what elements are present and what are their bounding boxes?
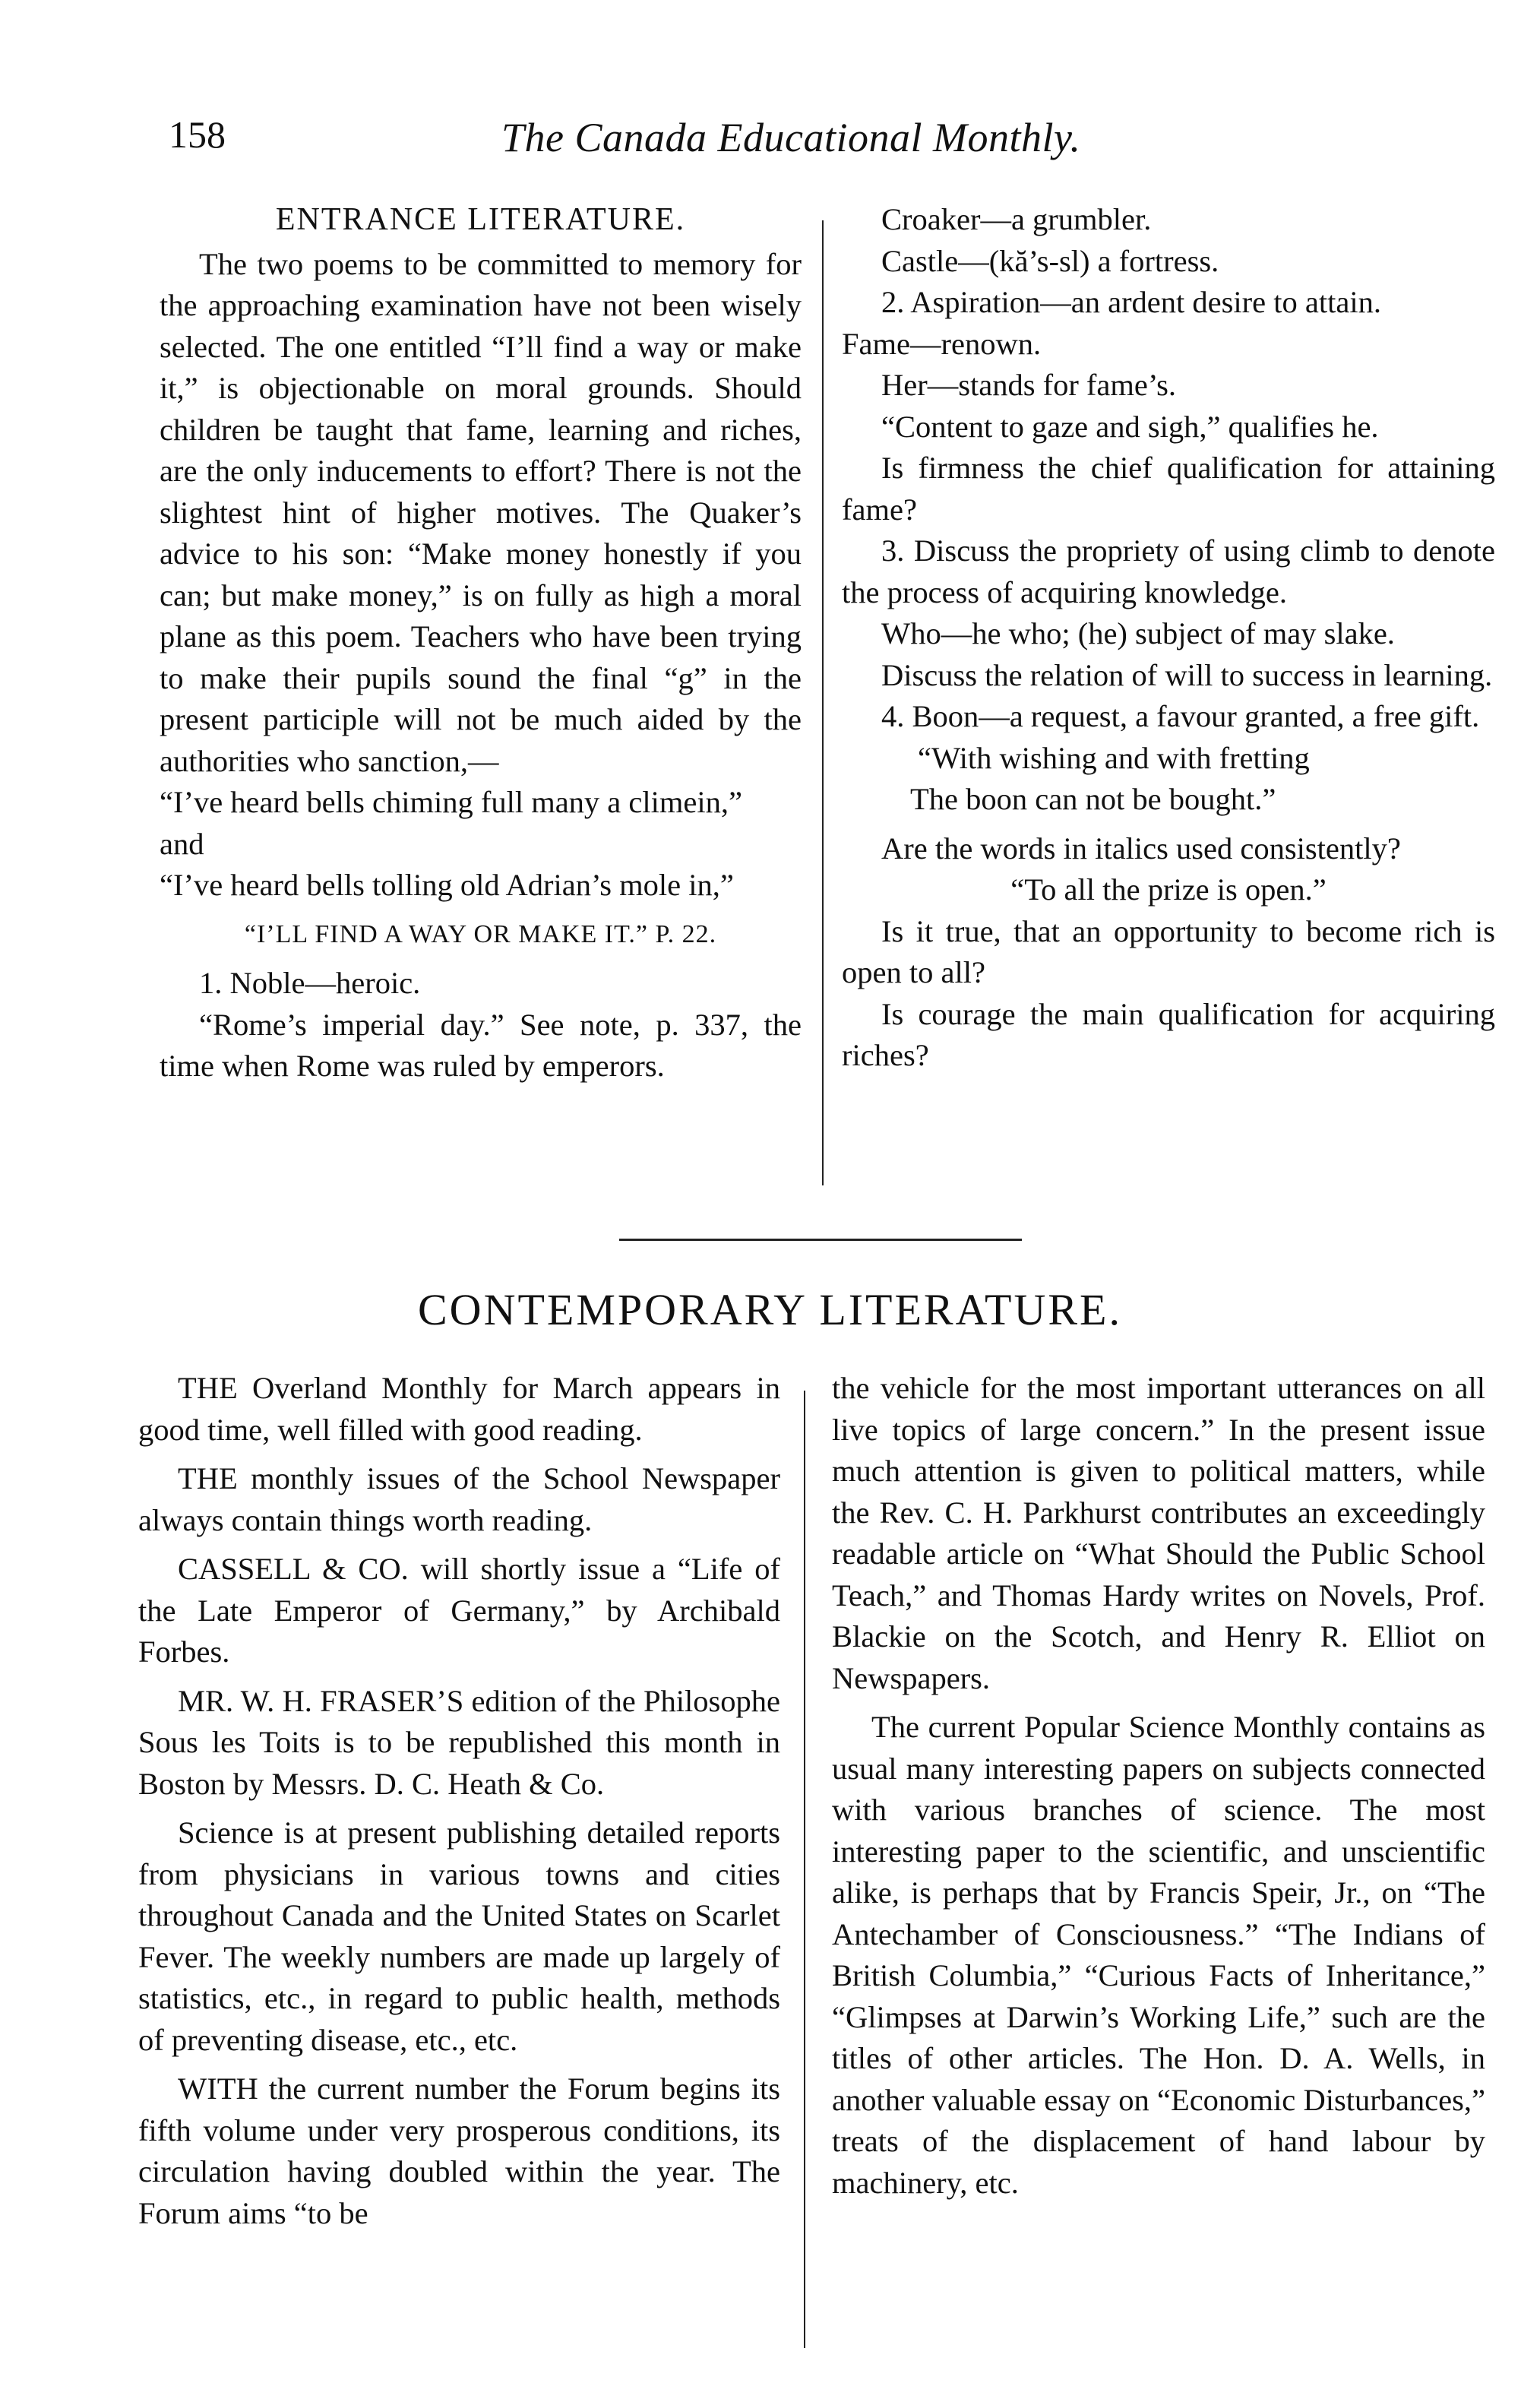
page-number: 158 bbox=[169, 113, 226, 156]
paragraph: THE monthly issues of the School Newspaper always contain things worth reading. bbox=[138, 1461, 780, 1537]
poem-line: “With wishing and with fretting bbox=[918, 740, 1310, 775]
paragraph: THE Overland Monthly for March appears in good time, well filled with good reading. bbox=[138, 1371, 780, 1447]
poem-line: The boon can not be bought.” bbox=[910, 782, 1276, 816]
note-line: Discuss the relation of will to success in learning. bbox=[881, 657, 1493, 692]
note-line: Is firmness the chief qualification for attaining fame? bbox=[842, 451, 1495, 527]
note-line: Who—he who; (he) subject of may slake. bbox=[881, 616, 1395, 650]
paragraph: CASSELL & CO. will shortly issue a “Life of the Late Emperor of Germany,” by Archibald Forbes. bbox=[138, 1552, 780, 1669]
entrance-literature-column bbox=[160, 199, 802, 1087]
poem-heading: “I’LL FIND A WAY OR MAKE IT.” P. 22. bbox=[244, 919, 717, 948]
entrance-heading: ENTRANCE LITERATURE. bbox=[275, 202, 686, 237]
quote-tolling: “I’ve heard bells tolling old Adrian’s mole in,” bbox=[160, 868, 734, 902]
note-line: 4. Boon—a request, a favour granted, a free gift. bbox=[881, 699, 1480, 733]
contemporary-heading: CONTEMPORARY LITERATURE. bbox=[418, 1285, 1122, 1334]
paragraph: MR. W. H. FRASER’S edition of the Philosophe Sous les Toits is to be republished this month in Boston by Messrs. D. C. Heath & Co. bbox=[138, 1683, 780, 1801]
note-line: Are the words in italics used consistently? bbox=[881, 831, 1401, 866]
entrance-intro: The two poems to be committed to memory for the approaching examination have not been wisely selected. The one entitled “I’ll find a way or make it,” is objectionable on moral grounds. Should children be taught that fame, learning and riches, are the only inducements to effort? There is not the slightest hint of higher motives. The Quaker’s advice to his son: “Make money honestly if you can; but make money,” is on fully as high a moral plane as this poem. Teachers who have been trying to make their pupils sound the final “g” in the present participle will not be much aided by the authorities who sanction,— bbox=[160, 246, 802, 778]
note-line: 2. Aspiration—an ardent desire to attain. bbox=[881, 285, 1381, 319]
paragraph: WITH the current number the Forum begins its fifth volume under very prosperous conditions, its circulation having doubled within the year. The Forum aims “to be bbox=[138, 2071, 780, 2230]
section-divider bbox=[619, 1239, 1022, 1241]
note-line: “Content to gaze and sigh,” qualifies he. bbox=[881, 409, 1379, 444]
note-line: Castle—(kă’s-sl) a fortress. bbox=[881, 243, 1219, 278]
note-line: Croaker—a grumbler. bbox=[881, 202, 1152, 236]
entrance-notes-column bbox=[842, 199, 1495, 1077]
note-line: Her—stands for fame’s. bbox=[881, 368, 1177, 402]
note-line: Is it true, that an opportunity to become rich is open to all? bbox=[842, 913, 1495, 989]
column-divider bbox=[822, 220, 824, 1185]
contemporary-right-column bbox=[832, 1368, 1485, 2204]
note-noble: 1. Noble—heroic. bbox=[199, 966, 421, 1000]
note-line: 3. Discuss the propriety of using climb to denote the process of acquiring knowledge. bbox=[842, 533, 1495, 609]
quote-chiming: “I’ve heard bells chiming full many a climein,” bbox=[160, 785, 742, 819]
running-title: The Canada Educational Monthly. bbox=[501, 115, 1081, 160]
contemporary-left-column bbox=[138, 1368, 780, 2234]
note-line: Fame—renown. bbox=[842, 326, 1042, 361]
paragraph: the vehicle for the most important utterances on all live topics of large concern.” In the present issue much attention is given to political matters, while the Rev. C. H. Parkhurst contributes an exceedingly readable article on “What Should the Public School Teach,” and Thomas Hardy writes on Novels, Prof. Blackie on the Scotch, and Henry R. Elliot on Newspapers. bbox=[832, 1371, 1485, 1695]
note-line: Is courage the main qualification for acquiring riches? bbox=[842, 996, 1495, 1072]
and-word: and bbox=[160, 826, 204, 861]
column-divider bbox=[804, 1391, 805, 2348]
paragraph: Science is at present publishing detailed reports from physicians in various towns and cities throughout Canada and the United States on Scarlet Fever. The weekly numbers are made up largely of statistics, etc., in regard to public health, methods of preventing disease, etc., etc. bbox=[138, 1815, 780, 2057]
note-rome: “Rome’s imperial day.” See note, p. 337, the time when Rome was ruled by emperors. bbox=[160, 1007, 802, 1083]
paragraph: The current Popular Science Monthly contains as usual many interesting papers on subjects connected with various branches of science. The most interesting paper to the scientific, and unscientific alike, is perhaps that by Francis Speir, Jr., on “The Antechamber of Consciousness.” “The Indians of British Columbia,” “Curious Facts of Inheritance,” “Glimpses at Darwin’s Working Life,” such are the titles of other articles. The Hon. D. A. Wells, in another valuable essay on “Economic Disturbances,” treats of the displacement of hand labour by machinery, etc. bbox=[832, 1710, 1485, 2200]
poem-line: “To all the prize is open.” bbox=[1010, 872, 1327, 907]
